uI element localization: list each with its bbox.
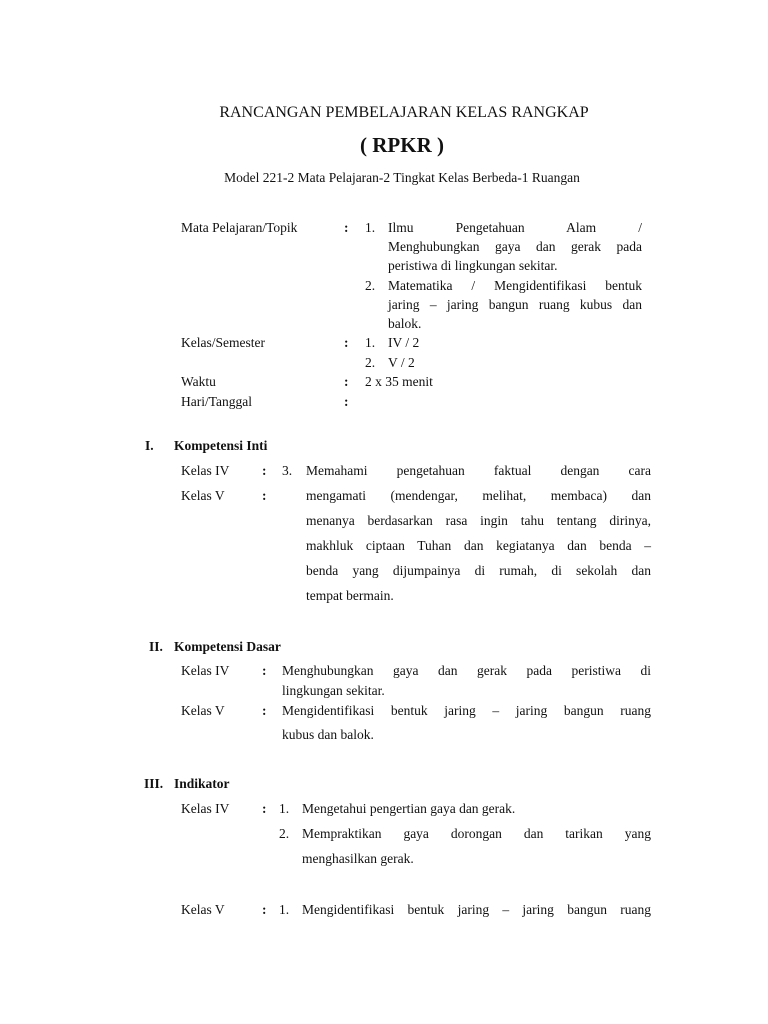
kd-heading: Kompetensi Dasar: [174, 639, 281, 654]
time-colon: :: [344, 374, 349, 389]
class-1-value: IV / 2: [388, 335, 420, 350]
ind-class5-label: Kelas V: [181, 902, 225, 917]
ind-class5-colon: :: [262, 902, 267, 917]
model-subtitle: Model 221-2 Mata Pelajaran-2 Tingkat Kelas Berbeda-1 Ruangan: [224, 170, 580, 185]
kd-class5-colon: :: [262, 703, 267, 718]
subject-1-line-3: peristiwa di lingkungan sekitar.: [388, 258, 558, 273]
ki-line-6: tempat bermain.: [306, 588, 394, 603]
kd-class5-line-1: Mengidentifikasi bentuk jaring – jaring bangun ruang: [282, 703, 651, 718]
date-colon: :: [344, 394, 349, 409]
kd-class4-line-2: lingkungan sekitar.: [282, 683, 385, 698]
subject-colon: :: [344, 220, 349, 235]
ind-class4-item-2-line-2: menghasilkan gerak.: [302, 851, 414, 866]
subject-2-line-1: Matematika / Mengidentifikasi bentuk: [388, 278, 642, 293]
ki-class4-colon: :: [262, 463, 267, 478]
time-value: 2 x 35 menit: [365, 374, 433, 389]
subject-1-line-2: Menghubungkan gaya dan gerak pada: [388, 239, 642, 254]
ind-class4-item-1-line-1: Mengetahui pengertian gaya dan gerak.: [302, 801, 516, 816]
ind-class4-item-2-number: 2.: [279, 826, 290, 841]
ind-class5-item-1-number: 1.: [279, 902, 290, 917]
class-2-value: V / 2: [388, 355, 415, 370]
ind-class4-label: Kelas IV: [181, 801, 230, 816]
subject-2-line-2: jaring – jaring bangun ruang kubus dan: [388, 297, 642, 312]
class-label: Kelas/Semester: [181, 335, 265, 350]
subject-1-line-1: Ilmu Pengetahuan Alam /: [388, 220, 642, 235]
kd-class5-label: Kelas V: [181, 703, 225, 718]
ki-class5-label: Kelas V: [181, 488, 225, 503]
document-acronym: ( RPKR ): [360, 133, 444, 157]
kd-class4-label: Kelas IV: [181, 663, 230, 678]
subject-label: Mata Pelajaran/Topik: [181, 220, 298, 235]
class-colon: :: [344, 335, 349, 350]
class-1-number: 1.: [365, 335, 376, 350]
ind-class5-item-1-line-1: Mengidentifikasi bentuk jaring – jaring bangun ruang: [302, 902, 651, 917]
kd-class4-colon: :: [262, 663, 267, 678]
ind-class4-item-2-line-1: Mempraktikan gaya dorongan dan tarikan yang: [302, 826, 651, 841]
document-title: RANCANGAN PEMBELAJARAN KELAS RANGKAP: [219, 104, 589, 121]
subject-2-line-3: balok.: [388, 316, 422, 331]
kd-class5-line-2: kubus dan balok.: [282, 727, 374, 742]
ki-line-3: menanya berdasarkan rasa ingin tahu tentang dirinya,: [306, 513, 651, 528]
ki-line-2: mengamati (mendengar, melihat, membaca) dan: [306, 488, 651, 503]
kd-numeral: II.: [149, 639, 163, 654]
ki-class5-colon: :: [262, 488, 267, 503]
subject-2-number: 2.: [365, 278, 376, 293]
ki-line-5: benda yang dijumpainya di rumah, di sekolah dan: [306, 563, 651, 578]
ki-class4-label: Kelas IV: [181, 463, 230, 478]
date-label: Hari/Tanggal: [181, 394, 253, 409]
subject-1-number: 1.: [365, 220, 376, 235]
ind-class4-item-1-number: 1.: [279, 801, 290, 816]
time-label: Waktu: [181, 374, 216, 389]
ki-numeral: I.: [145, 438, 154, 453]
ki-item-number: 3.: [282, 463, 293, 478]
kd-class4-line-1: Menghubungkan gaya dan gerak pada peristiwa di: [282, 663, 651, 678]
ki-line-1: Memahami pengetahuan faktual dengan cara: [306, 463, 651, 478]
ki-line-4: makhluk ciptaan Tuhan dan kegiatanya dan benda –: [306, 538, 651, 553]
ki-heading: Kompetensi Inti: [174, 438, 268, 453]
ind-heading: Indikator: [174, 776, 230, 791]
ind-numeral: III.: [144, 776, 164, 791]
class-2-number: 2.: [365, 355, 376, 370]
ind-class4-colon: :: [262, 801, 267, 816]
